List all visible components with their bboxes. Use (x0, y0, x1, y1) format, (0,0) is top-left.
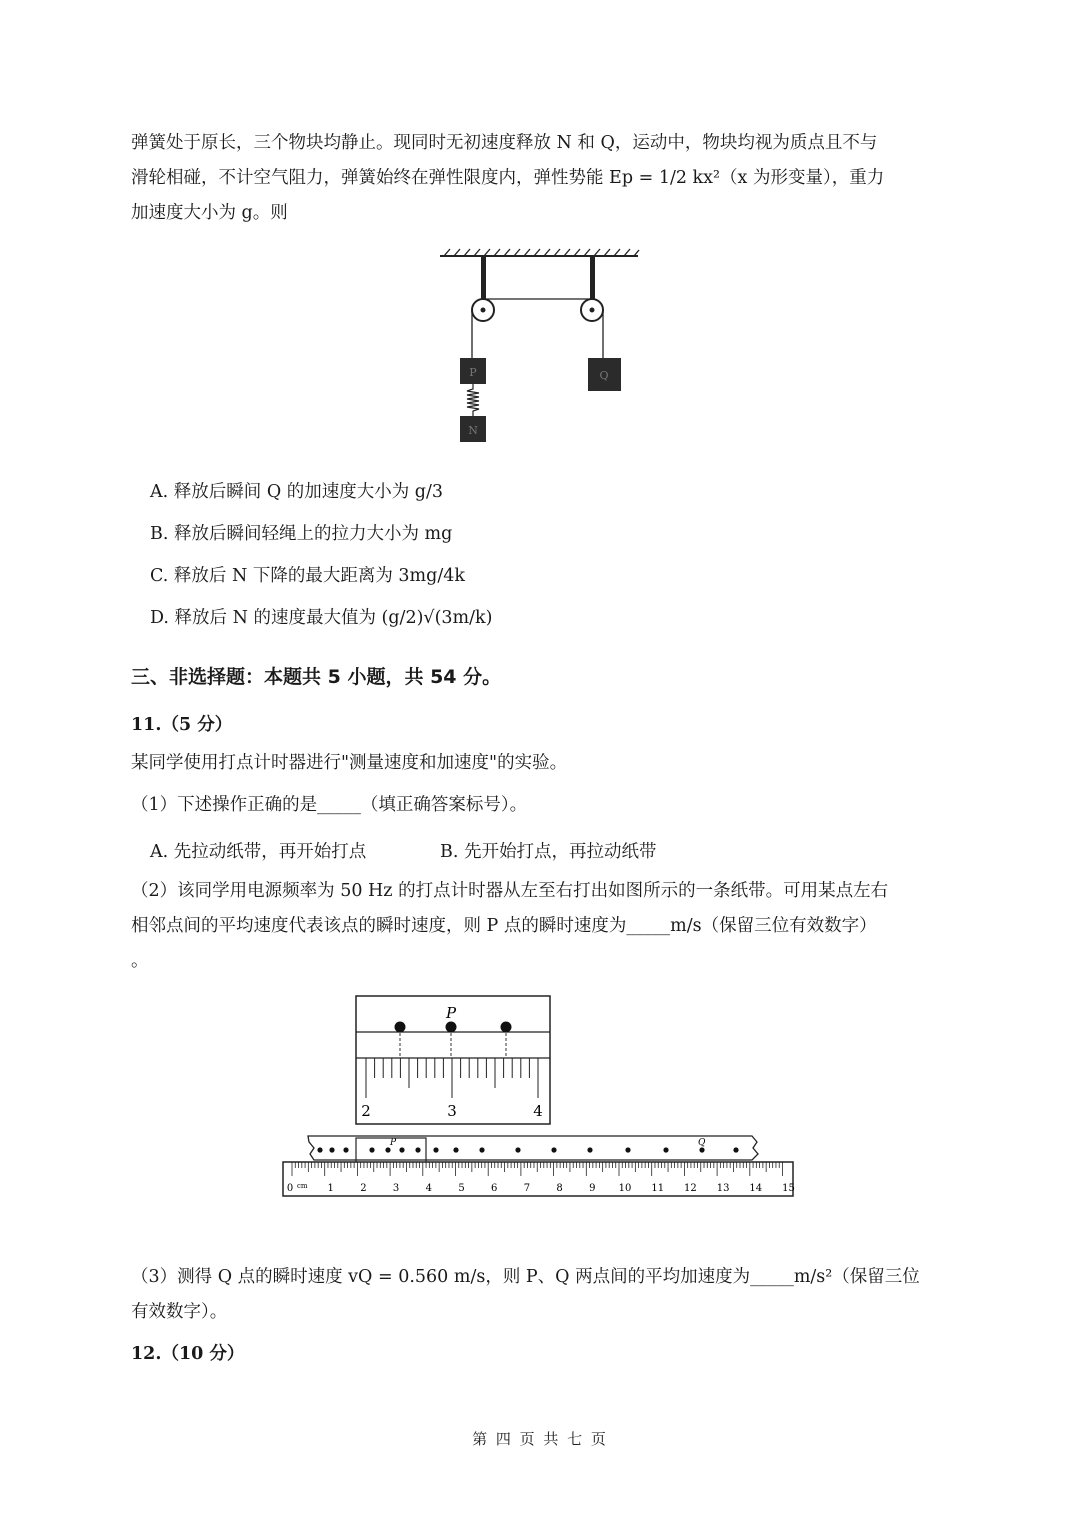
tape-dot (343, 1147, 348, 1152)
tape-dot (699, 1147, 704, 1152)
paper-tape-figure (270, 990, 810, 1205)
ruler-number: 8 (556, 1183, 563, 1194)
option-c: C. 释放后 N 下降的最大距离为 3mg/4k (150, 566, 465, 586)
zoom-number-2: 2 (361, 1102, 371, 1120)
option-d: D. 释放后 N 的速度最大值为 (g/2)√(3m/k) (150, 608, 493, 628)
block-p-label: P (469, 366, 477, 379)
ruler-number: 6 (491, 1183, 498, 1194)
q11-part3-line1: （3）测得 Q 点的瞬时速度 vQ = 0.560 m/s，则 P、Q 两点间的平均加速度为_____m/s²（保留三位 (131, 1267, 920, 1287)
tape-dot (479, 1147, 484, 1152)
ruler-number: 5 (458, 1183, 465, 1194)
ruler-number: 3 (392, 1183, 400, 1194)
ruler-number: 2 (360, 1183, 367, 1194)
intro-line-3: 加速度大小为 g。则 (131, 203, 288, 223)
tape-dot (329, 1147, 334, 1152)
pulley-diagram (438, 248, 642, 448)
q11-part3-line2: 有效数字）。 (131, 1302, 228, 1322)
paper-tape (308, 1136, 758, 1160)
option-a: A. 释放后瞬间 Q 的加速度大小为 g/3 (150, 482, 444, 502)
ruler-number: 10 (618, 1183, 632, 1194)
ruler-number: 11 (651, 1183, 665, 1194)
tape-dot (453, 1147, 458, 1152)
q11-part1-option-b: B. 先开始打点，再拉动纸带 (440, 842, 657, 862)
intro-line-1: 弹簧处于原长，三个物块均静止。现同时无初速度释放 N 和 Q，运动中，物块均视为质点且不与 (131, 133, 878, 153)
tape-dot (551, 1147, 556, 1152)
q11-part2-line3: 。 (131, 951, 149, 971)
zoom-number-4: 4 (533, 1102, 543, 1120)
tape-dot (663, 1147, 668, 1152)
ruler-number: 1 (327, 1183, 334, 1194)
zoom-number-3: 3 (447, 1102, 457, 1120)
zoom-label-p: P (445, 1004, 457, 1022)
q11-part2-line2: 相邻点间的平均速度代表该点的瞬时速度，则 P 点的瞬时速度为_____m/s（保留三位有效数字） (131, 916, 877, 936)
zoom-dot-left (395, 1022, 406, 1033)
ruler-number: 15 (782, 1183, 795, 1194)
tape-dot (587, 1147, 592, 1152)
section-heading: 三、非选择题：本题共 5 小题，共 54 分。 (131, 666, 502, 688)
block-q-label: Q (599, 369, 609, 382)
zoom-dot-p (446, 1022, 457, 1033)
tape-dot (625, 1147, 630, 1152)
option-b: B. 释放后瞬间轻绳上的拉力大小为 mg (150, 524, 453, 544)
q11-part1-option-a: A. 先拉动纸带，再开始打点 (150, 842, 367, 862)
tape-dot (415, 1147, 420, 1152)
q11-stem: 某同学使用打点计时器进行"测量速度和加速度"的实验。 (131, 753, 568, 773)
ruler-number: 4 (425, 1183, 432, 1194)
ruler-number: 12 (684, 1183, 697, 1194)
ceiling-hatch (444, 249, 639, 256)
ruler-number: 9 (589, 1183, 596, 1194)
tape-dot (733, 1147, 738, 1152)
spring (467, 384, 479, 416)
ruler-number: 7 (523, 1183, 531, 1194)
tape-dot (385, 1147, 390, 1152)
ruler-number: 0 (286, 1183, 294, 1194)
intro-line-2: 滑轮相碰，不计空气阻力，弹簧始终在弹性限度内，弹性势能 Ep = 1/2 kx²（x 为形变量），重力 (131, 168, 885, 188)
q11-part1: （1）下述操作正确的是_____（填正确答案标号）。 (131, 795, 528, 815)
ruler-number: 14 (749, 1183, 763, 1194)
tape-dot (399, 1147, 404, 1152)
tape-dot (515, 1147, 520, 1152)
tape-dot (433, 1147, 438, 1152)
page-footer: 第 四 页 共 七 页 (472, 1430, 608, 1448)
tape-label-p: P (390, 1138, 397, 1148)
tape-dot (369, 1147, 374, 1152)
ruler-number: 13 (716, 1183, 730, 1194)
q11-number: 11.（5 分） (131, 715, 233, 735)
ruler-unit: cm (297, 1182, 308, 1190)
zoom-dot-right (501, 1022, 512, 1033)
q11-part2-line1: （2）该同学用电源频率为 50 Hz 的打点计时器从左至右打出如图所示的一条纸带。可用某点左右 (131, 881, 889, 901)
block-n-label: N (468, 424, 478, 437)
q12-number: 12.（10 分） (131, 1344, 245, 1364)
tape-dot (317, 1147, 322, 1152)
tape-label-q: Q (698, 1138, 706, 1148)
